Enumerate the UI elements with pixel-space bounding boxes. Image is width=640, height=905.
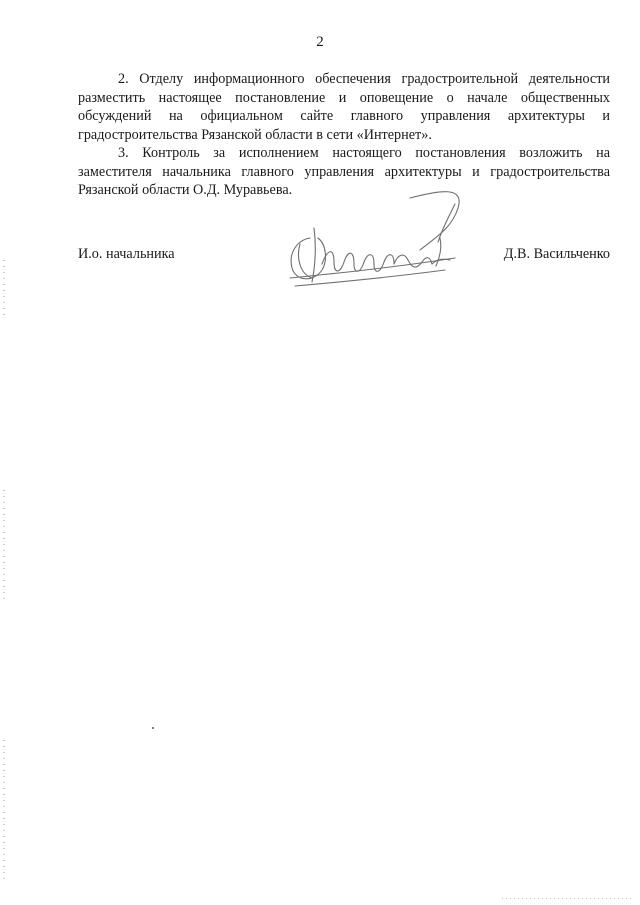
- scan-edge-artifact: [3, 260, 5, 320]
- signature-block: [78, 246, 610, 266]
- paragraph-3: 3. Контроль за исполнением настоящего постановления возложить на заместителя начальника главного управления архитектуры и градостроительства Рязанской области О.Д. Муравьева.: [78, 145, 610, 198]
- paragraph-2: 2. Отделу информационного обеспечения градостроительной деятельности разместить настоящее постановление и оповещение о начале общественных обсуждений на официальном сайте главного управления архитектуры и градостроительства Рязанской области в сети «Интернет».: [78, 71, 610, 143]
- scan-edge-artifact: [3, 740, 5, 880]
- scan-dot-artifact: [152, 727, 154, 729]
- scan-edge-artifact: [3, 490, 5, 600]
- signatory-position: И.о. начальника: [78, 246, 175, 262]
- scan-edge-artifact: [502, 898, 632, 899]
- handwritten-signature-image: [270, 178, 470, 298]
- page-number: 2: [316, 34, 324, 50]
- signatory-name: Д.В. Васильченко: [503, 246, 610, 262]
